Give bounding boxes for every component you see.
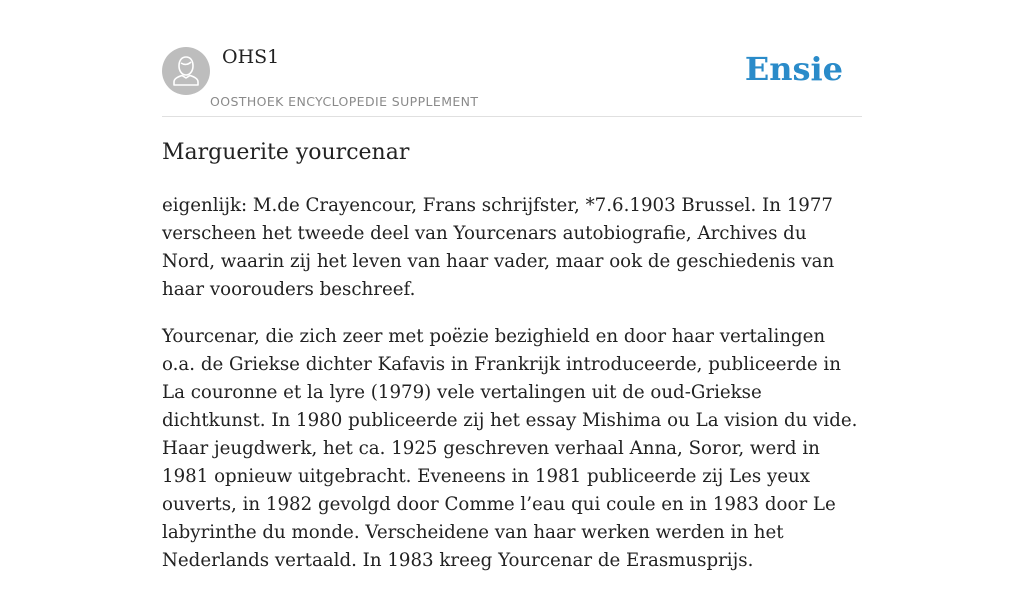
header <box>162 0 862 117</box>
source-label[interactable]: OOSTHOEK ENCYCLOPEDIE SUPPLEMENT <box>210 94 479 109</box>
article-paragraph: Yourcenar, die zich zeer met poëzie bezighield en door haar vertalingen o.a. de Griekse dichter Kafavis in Frankrijk introduceerde, publiceerde in La couronne et la lyre (1979) vele vertalingen uit de oud-Griekse dichtkunst. In 1980 publiceerde zij het essay Mishima ou La vision du vide. Haar jeugdwerk, het ca. 1925 geschreven verhaal Anna, Soror, werd in 1981 opnieuw uitgebracht. Eveneens in 1981 publiceerde zij Les yeux ouverts, in 1982 gevolgd door Comme l’eau qui coule en in 1983 door Le labyrinthe du monde. Verscheidene van haar werken werden in het Nederlands vertaald. In 1983 kreeg Yourcenar de Erasmusprijs. <box>162 326 858 571</box>
article-paragraph: eigenlijk: M.de Crayencour, Frans schrijfster, *7.6.1903 Brussel. In 1977 verscheen het tweede deel van Yourcenars autobiografie, Archives du Nord, waarin zij het leven van haar vader, maar ook de geschiedenis van haar voorouders beschreef. <box>162 195 835 300</box>
user-icon <box>162 47 210 95</box>
author-name[interactable]: OHS1 <box>222 46 280 68</box>
page <box>162 0 862 571</box>
article-title: Marguerite yourcenar <box>162 140 410 165</box>
article-body <box>162 192 862 594</box>
avatar[interactable] <box>162 47 210 95</box>
brand-logo[interactable]: Ensie <box>744 50 843 88</box>
